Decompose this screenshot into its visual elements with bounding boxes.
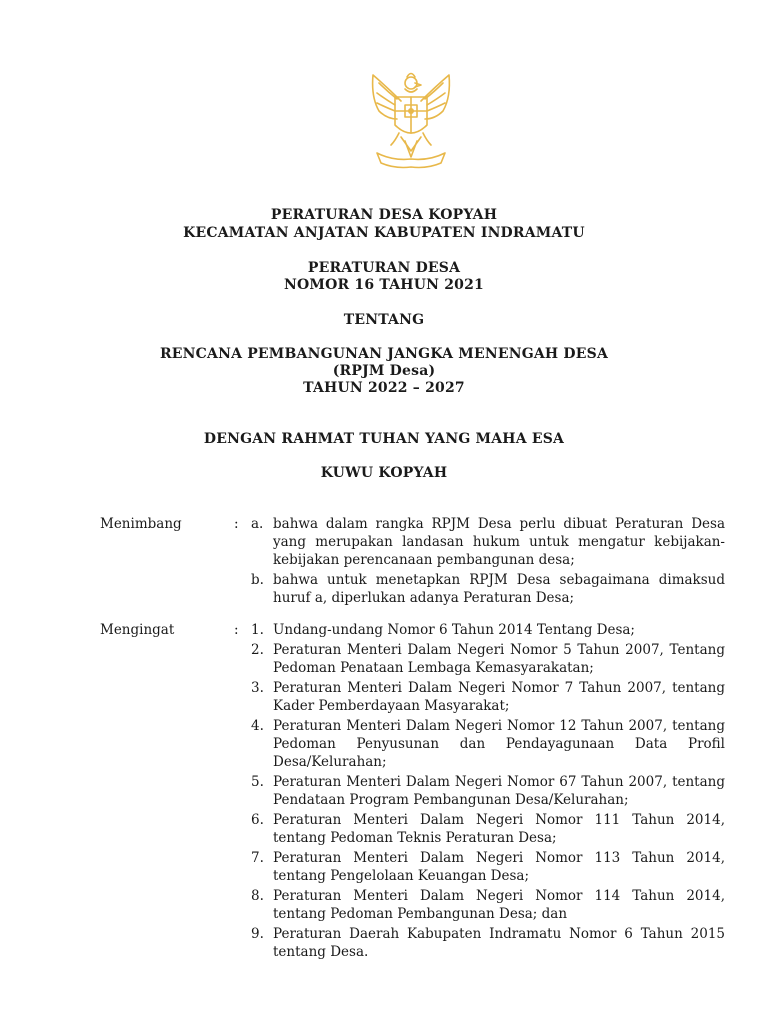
mengingat-colon: :: [234, 622, 239, 638]
item-marker: 8.: [251, 888, 264, 904]
authority-heading: KUWU KOPYAH: [320, 465, 448, 481]
list-item: [251, 811, 725, 847]
menimbang-colon: :: [234, 516, 239, 532]
item-text: Undang-undang Nomor 6 Tahun 2014 Tentang Desa;: [273, 622, 635, 638]
item-marker: 4.: [251, 718, 264, 734]
item-marker: 7.: [251, 850, 264, 866]
item-marker: 3.: [251, 680, 264, 696]
subject-line-1: RENCANA PEMBANGUNAN JANGKA MENENGAH DESA: [159, 346, 609, 362]
menimbang-list: [251, 515, 725, 609]
list-item: [251, 925, 725, 961]
list-item: [251, 641, 725, 677]
list-item: [251, 717, 725, 771]
regulation-number: NOMOR 16 TAHUN 2021: [284, 277, 484, 293]
subject-line-3: TAHUN 2022 – 2027: [303, 380, 465, 396]
title-line-1: PERATURAN DESA KOPYAH: [270, 207, 498, 223]
regulation-title: PERATURAN DESA: [307, 260, 461, 276]
list-item: [251, 887, 725, 923]
item-marker: 6.: [251, 812, 264, 828]
list-item: [251, 849, 725, 885]
list-item: [251, 773, 725, 809]
list-item: [251, 571, 725, 607]
item-marker: 1.: [251, 622, 264, 638]
menimbang-label: Menimbang: [100, 516, 182, 532]
tentang-heading: TENTANG: [343, 312, 425, 328]
item-text: Peraturan Menteri Dalam Negeri Nomor 5 Tahun 2007, Tentang Pedoman Penataan Lembaga Kemasyarakatan;: [273, 642, 725, 676]
list-item: [251, 515, 725, 569]
list-item: [251, 621, 725, 639]
title-line-2: KECAMATAN ANJATAN KABUPATEN INDRAMATU: [183, 225, 585, 241]
list-item: [251, 679, 725, 715]
item-marker: 9.: [251, 926, 264, 942]
item-text: Peraturan Menteri Dalam Negeri Nomor 111 Tahun 2014, tentang Pedoman Teknis Peraturan Desa;: [273, 812, 725, 846]
item-text: Peraturan Daerah Kabupaten Indramatu Nomor 6 Tahun 2015 tentang Desa.: [273, 926, 725, 960]
item-text: Peraturan Menteri Dalam Negeri Nomor 114 Tahun 2014, tentang Pedoman Pembangunan Desa; dan: [273, 888, 725, 922]
item-marker: 2.: [251, 642, 264, 658]
item-text: bahwa dalam rangka RPJM Desa perlu dibuat Peraturan Desa yang merupakan landasan hukum untuk mengatur kebijakan-kebijakan perencanaan pembangunan desa;: [273, 516, 725, 568]
blessing-heading: DENGAN RAHMAT TUHAN YANG MAHA ESA: [203, 431, 565, 447]
item-text: Peraturan Menteri Dalam Negeri Nomor 67 Tahun 2007, tentang Pendataan Program Pembangunan Desa/Kelurahan;: [273, 774, 725, 808]
item-text: bahwa untuk menetapkan RPJM Desa sebagaimana dimaksud huruf a, diperlukan adanya Peraturan Desa;: [273, 572, 725, 606]
subject-line-2: (RPJM Desa): [332, 363, 436, 379]
mengingat-list: [251, 621, 725, 963]
item-text: Peraturan Menteri Dalam Negeri Nomor 113 Tahun 2014, tentang Pengelolaan Keuangan Desa;: [273, 850, 725, 884]
item-text: Peraturan Menteri Dalam Negeri Nomor 12 Tahun 2007, tentang Pedoman Penyusunan dan Pendayagunaan Data Profil Desa/Kelurahan;: [273, 718, 725, 770]
item-marker: a.: [251, 516, 264, 532]
garuda-emblem-icon: [357, 67, 465, 175]
mengingat-label: Mengingat: [100, 622, 175, 638]
item-marker: b.: [251, 572, 264, 588]
item-text: Peraturan Menteri Dalam Negeri Nomor 7 Tahun 2007, tentang Kader Pemberdayaan Masyarakat;: [273, 680, 725, 714]
item-marker: 5.: [251, 774, 264, 790]
